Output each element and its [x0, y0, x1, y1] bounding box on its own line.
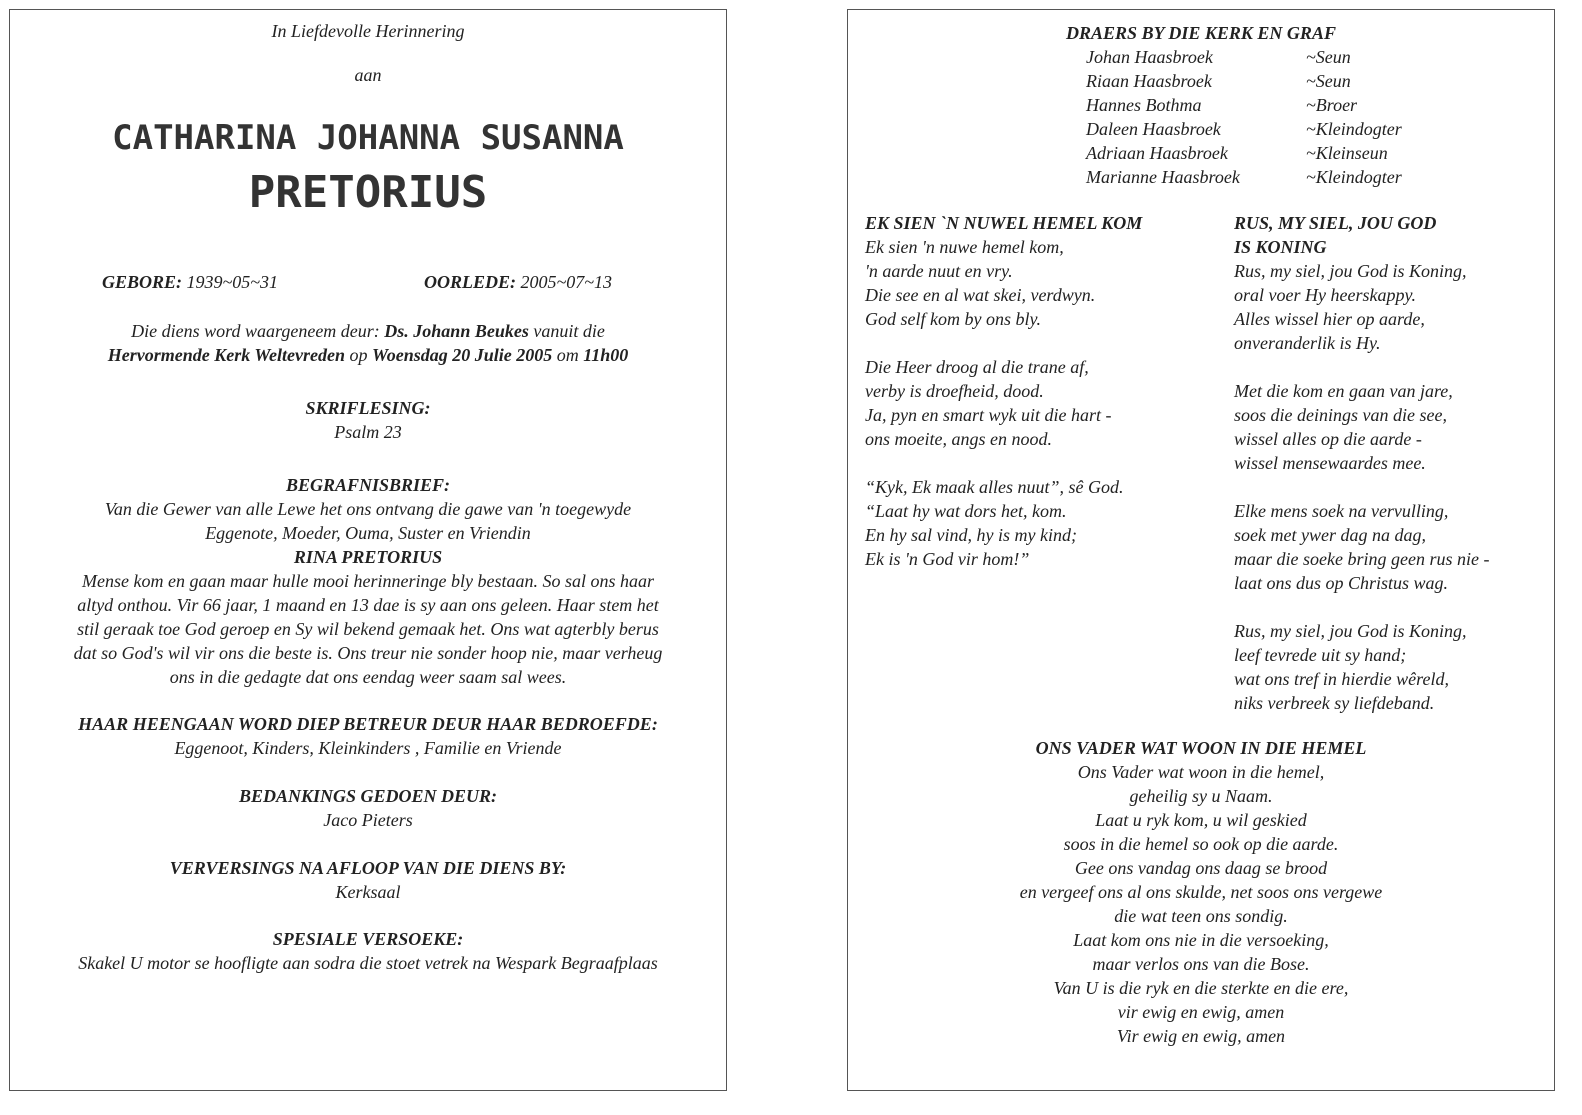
letter-body	[10, 569, 726, 689]
prayer-title: ONS VADER WAT WOON IN DIE HEMEL	[1035, 738, 1367, 758]
service-text-2: vanuit die	[533, 321, 605, 341]
died-label: OORLEDE:	[424, 272, 517, 292]
refresh-heading: VERVERSINGS NA AFLOOP VAN DIE DIENS BY:	[169, 858, 567, 878]
verse-gap	[865, 451, 1142, 475]
bearer-row	[1086, 141, 1388, 165]
died-value: 2005~07~13	[520, 272, 612, 292]
service-date: Woensdag 20 Julie 2005	[372, 345, 553, 365]
hymn-line: Ek is 'n God vir hom!”	[865, 549, 1030, 569]
hymn-line: Ek sien 'n nuwe hemel kom,	[865, 237, 1064, 257]
bearer-name: Riaan Haasbroek	[1086, 71, 1212, 91]
requests-value: Skakel U motor se hoofligte aan sodra die stoet vetrek na Wespark Begraafplaas	[78, 953, 658, 973]
bearer-relation: ~Kleindogter	[1306, 119, 1402, 139]
bearers-heading: DRAERS BY DIE KERK EN GRAF	[1066, 23, 1336, 43]
hymn-line: soos die deinings van die see,	[1234, 405, 1447, 425]
bearer-relation: ~Kleinseun	[1306, 143, 1388, 163]
hymn-line: Rus, my siel, jou God is Koning,	[1234, 261, 1467, 281]
hymn-line: Alles wissel hier op aarde,	[1234, 309, 1425, 329]
prayer-line: vir ewig en ewig, amen	[1117, 1002, 1285, 1022]
letter-body-line: Mense kom en gaan maar hulle mooi herinneringe bly bestaan. So sal ons haar	[82, 571, 654, 591]
hymn-line: ons moeite, angs en nood.	[865, 429, 1052, 449]
bearer-row	[1086, 93, 1358, 117]
hymn-line: Die see en al wat skei, verdwyn.	[865, 285, 1096, 305]
hymn-1	[865, 211, 1142, 571]
hymn-line: En hy sal vind, hy is my kind;	[865, 525, 1077, 545]
hymn-2	[1234, 211, 1489, 715]
hymn-line: 'n aarde nuut en vry.	[865, 261, 1013, 281]
hymn-line: laat ons dus op Christus wag.	[1234, 573, 1449, 593]
hymn-line: wat ons tref in hierdie wêreld,	[1234, 669, 1449, 689]
bearer-name: Hannes Bothma	[1086, 95, 1202, 115]
service-text-1: Die diens word waargeneem deur:	[131, 321, 380, 341]
right-page	[847, 9, 1555, 1091]
prayer-line: Van U is die ryk en die sterkte en die ere,	[1053, 978, 1349, 998]
service-line-2	[10, 343, 726, 367]
bearer-relation: ~Seun	[1306, 71, 1351, 91]
hymn-line: wissel mensewaardes mee.	[1234, 453, 1426, 473]
church-name: Hervormende Kerk Weltevreden	[107, 345, 346, 365]
left-page	[9, 9, 727, 1091]
prayer-line: die wat teen ons sondig.	[1114, 906, 1288, 926]
born-row	[102, 270, 278, 294]
hymn-line: Rus, my siel, jou God is Koning,	[1234, 621, 1467, 641]
prayer-line: soos in die hemel so ook op die aarde.	[1063, 834, 1339, 854]
thanks-value: Jaco Pieters	[323, 810, 413, 830]
hymn-line: leef tevrede uit sy hand;	[1234, 645, 1407, 665]
reading-heading: SKRIFLESING:	[305, 398, 431, 418]
prayer-line: Ons Vader wat woon in die hemel,	[1077, 762, 1325, 782]
letter-heading: BEGRAFNISBRIEF:	[285, 475, 451, 495]
name-line-1: CATHARINA JOHANNA SUSANNA	[112, 118, 624, 158]
name-line-2: PRETORIUS	[248, 167, 488, 218]
hymn-line: verby is droefheid, dood.	[865, 381, 1044, 401]
hymn-line: Met die kom en gaan van jare,	[1234, 381, 1453, 401]
service-on: op	[349, 345, 368, 365]
service-at: om	[556, 345, 579, 365]
hymn-line: Ja, pyn en smart wyk uit die hart -	[865, 405, 1112, 425]
letter-body-line: stil geraak toe God geroep en Sy wil bekend gemaak het. Ons wat agterbly berus	[77, 619, 659, 639]
born-value: 1939~05~31	[186, 272, 278, 292]
letter-body-line: dat so God's wil vir ons die beste is. Ons treur nie sonder hoop nie, maar verheug	[73, 643, 663, 663]
hymn-line: “Kyk, Ek maak alles nuut”, sê God.	[865, 477, 1124, 497]
refresh-value: Kerksaal	[335, 882, 401, 902]
hymn-line: soek met ywer dag na dag,	[1234, 525, 1426, 545]
service-time: 11h00	[583, 345, 629, 365]
born-label: GEBORE:	[102, 272, 183, 292]
hymn-line: Elke mens soek na vervulling,	[1234, 501, 1449, 521]
letter-body-line: ons in die gedagte dat ons eendag weer saam sal wees.	[169, 667, 567, 687]
prayer-line: geheilig sy u Naam.	[1129, 786, 1273, 806]
minister-name: Ds. Johann Beukes	[384, 321, 529, 341]
verse-gap	[865, 331, 1142, 355]
bearer-relation: ~Seun	[1306, 47, 1351, 67]
hymn-2-title-line-1: RUS, MY SIEL, JOU GOD	[1234, 213, 1437, 233]
verse-gap	[1234, 355, 1489, 379]
aan-text: aan	[354, 65, 382, 85]
bearer-relation: ~Kleindogter	[1306, 167, 1402, 187]
bearer-name: Adriaan Haasbroek	[1086, 143, 1228, 163]
hymn-line: onveranderlik is Hy.	[1234, 333, 1381, 353]
prayer-line: Laat u ryk kom, u wil geskied	[1095, 810, 1307, 830]
hymn-line: wissel alles op die aarde -	[1234, 429, 1422, 449]
bearers-list	[1086, 45, 1402, 189]
hymn-line: niks verbreek sy liefdeband.	[1234, 693, 1435, 713]
prayer-line: Gee ons vandag ons daag se brood	[1074, 858, 1328, 878]
hymn-2-title-line-2: IS KONING	[1234, 237, 1327, 257]
bearer-row	[1086, 69, 1351, 93]
requests-heading: SPESIALE VERSOEKE:	[272, 929, 464, 949]
letter-body-line: altyd onthou. Vir 66 jaar, 1 maand en 13 dae is sy aan ons geleen. Haar stem het	[77, 595, 659, 615]
bearer-relation: ~Broer	[1306, 95, 1358, 115]
prayer-line: Vir ewig en ewig, amen	[1116, 1026, 1286, 1046]
prayer-line: Laat kom ons nie in die versoeking,	[1073, 930, 1329, 950]
hymn-line: maar die soeke bring geen rus nie -	[1234, 549, 1490, 569]
mourned-value: Eggenoot, Kinders, Kleinkinders , Familie en Vriende	[174, 738, 562, 758]
hymn-1-title: EK SIEN `N NUWEL HEMEL KOM	[865, 213, 1143, 233]
mourned-heading: HAAR HEENGAAN WORD DIEP BETREUR DEUR HAAR BEDROEFDE:	[78, 714, 658, 734]
intro-text: In Liefdevolle Herinnering	[271, 21, 465, 41]
bearer-row	[1086, 45, 1351, 69]
verse-gap	[1234, 595, 1489, 619]
died-row	[424, 270, 612, 294]
prayer	[848, 736, 1554, 1048]
thanks-heading: BEDANKINGS GEDOEN DEUR:	[238, 786, 498, 806]
hymn-line: “Laat hy wat dors het, kom.	[865, 501, 1067, 521]
bearer-name: Marianne Haasbroek	[1086, 167, 1240, 187]
bearer-row	[1086, 165, 1402, 189]
service-line-1	[10, 319, 726, 343]
letter-name: RINA PRETORIUS	[293, 547, 443, 567]
verse-gap	[1234, 475, 1489, 499]
prayer-line: en vergeef ons al ons skulde, net soos ons vergewe	[1019, 882, 1383, 902]
bearer-name: Johan Haasbroek	[1086, 47, 1213, 67]
bearer-name: Daleen Haasbroek	[1086, 119, 1221, 139]
letter-line-2: Eggenote, Moeder, Ouma, Suster en Vriendin	[205, 523, 531, 543]
prayer-line: maar verlos ons van die Bose.	[1092, 954, 1310, 974]
hymn-line: oral voer Hy heerskappy.	[1234, 285, 1416, 305]
letter-line-1: Van die Gewer van alle Lewe het ons ontvang die gawe van 'n toegewyde	[104, 499, 632, 519]
bearer-row	[1086, 117, 1402, 141]
hymn-line: God self kom by ons bly.	[865, 309, 1041, 329]
hymn-line: Die Heer droog al die trane af,	[865, 357, 1089, 377]
reading-value: Psalm 23	[334, 422, 402, 442]
